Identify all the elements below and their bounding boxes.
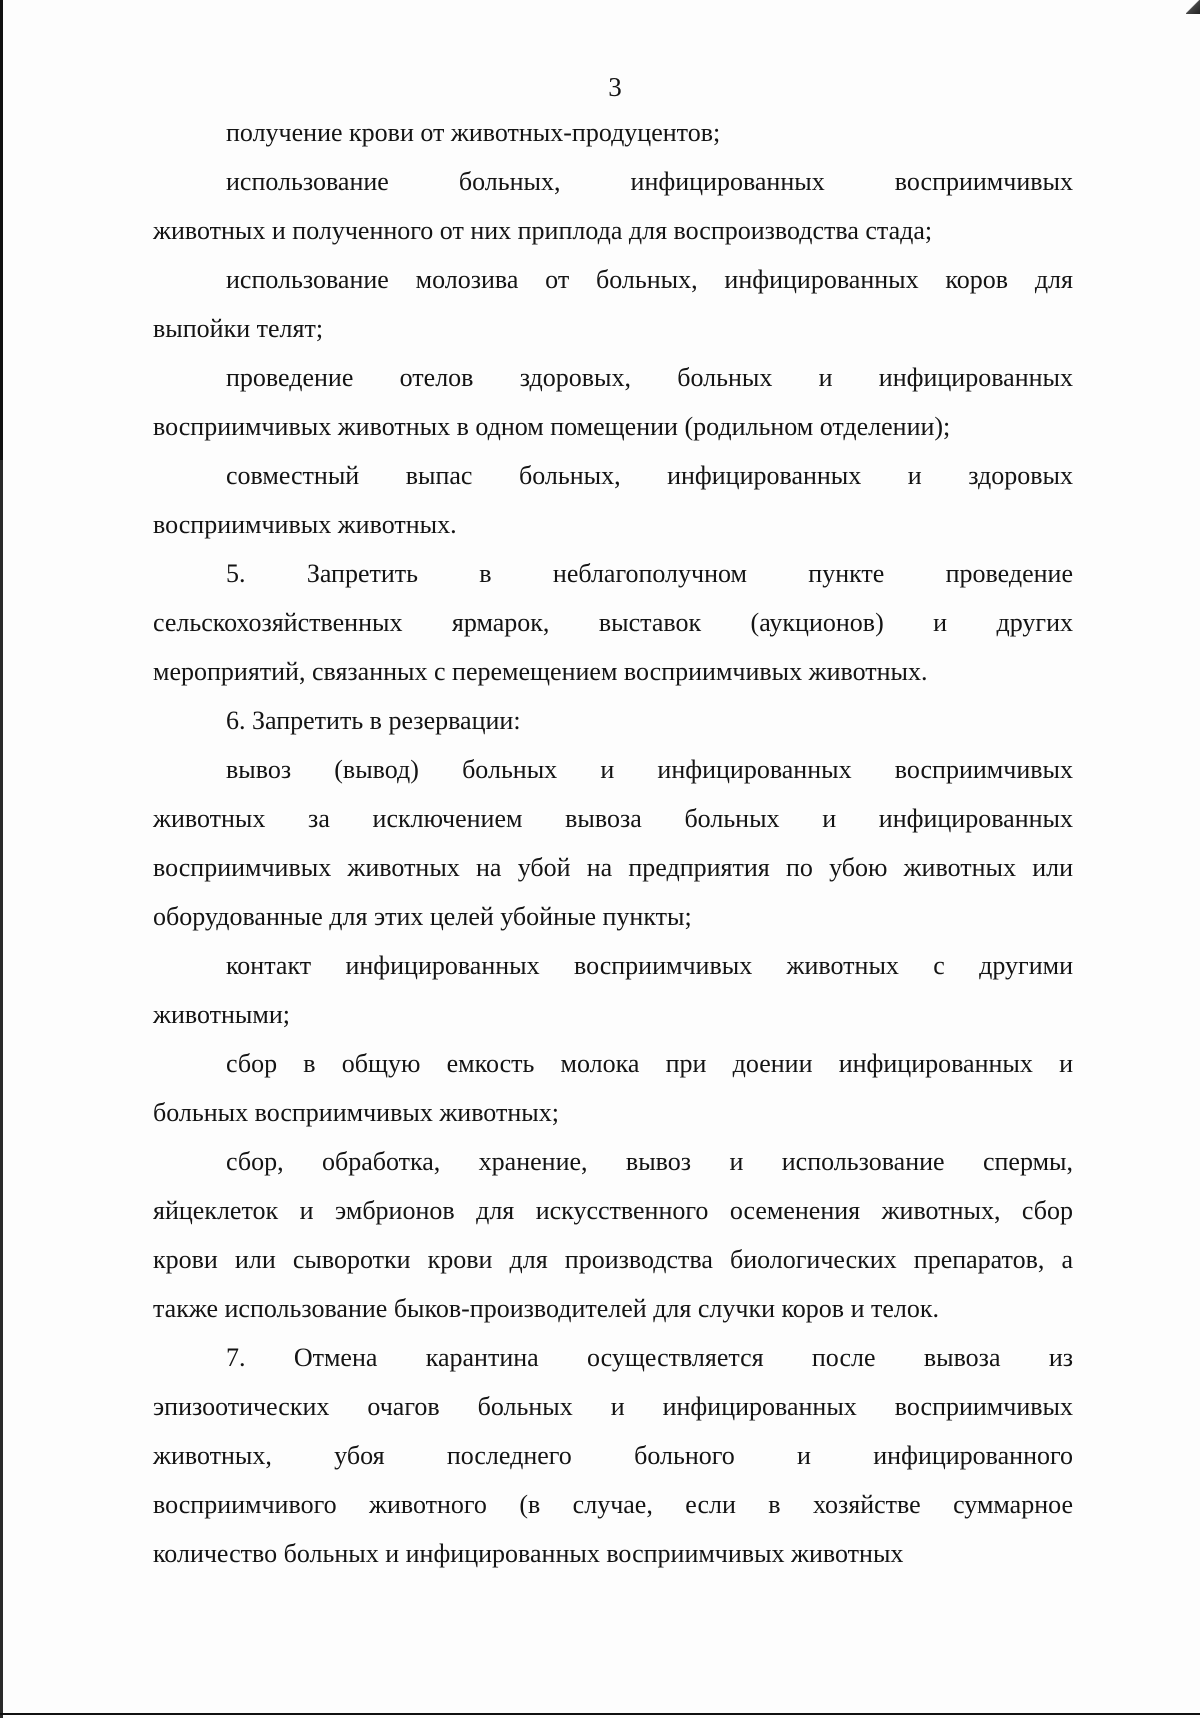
text-line: крови или сыворотки крови для производства биологических препаратов, а <box>153 1245 1073 1274</box>
text-line: 6. Запретить в резервации: <box>226 706 521 735</box>
text-line: животных за исключением вывоза больных и инфицированных <box>153 804 1073 833</box>
text-line: количество больных и инфицированных восприимчивых животных <box>153 1539 904 1568</box>
paragraph <box>153 549 1073 696</box>
paragraph <box>153 451 1073 549</box>
document-body <box>153 108 1073 1578</box>
paragraph <box>153 157 1073 255</box>
text-line: оборудованные для этих целей убойные пункты; <box>153 902 692 931</box>
paragraph <box>153 353 1073 451</box>
scan-corner-mark <box>1186 0 1200 14</box>
scan-left-edge-dark <box>0 0 3 460</box>
paragraph <box>153 255 1073 353</box>
text-line: восприимчивых животных на убой на предприятия по убою животных или <box>153 853 1073 882</box>
text-line: яйцеклеток и эмбрионов для искусственного осеменения животных, сбор <box>153 1196 1073 1225</box>
paragraph <box>153 1039 1073 1137</box>
paragraph <box>153 745 1073 941</box>
text-line: восприимчивых животных в одном помещении (родильном отделении); <box>153 412 951 441</box>
text-line: животных и полученного от них приплода для воспроизводства стада; <box>153 216 933 245</box>
text-line: сбор, обработка, хранение, вывоз и использование спермы, <box>226 1147 1073 1176</box>
text-line: получение крови от животных-продуцентов; <box>226 118 721 147</box>
text-line: вывоз (вывод) больных и инфицированных восприимчивых <box>226 755 1073 784</box>
text-line: использование молозива от больных, инфицированных коров для <box>226 265 1073 294</box>
text-line: 5. Запретить в неблагополучном пункте проведение <box>226 559 1073 588</box>
paragraph <box>153 941 1073 1039</box>
text-line: также использование быков-производителей для случки коров и телок. <box>153 1294 940 1323</box>
text-line: 7. Отмена карантина осуществляется после вывоза из <box>226 1343 1073 1372</box>
text-line: животных, убоя последнего больного и инфицированного <box>153 1441 1073 1470</box>
text-line: восприимчивых животных. <box>153 510 457 539</box>
text-line: больных восприимчивых животных; <box>153 1098 559 1127</box>
text-line: животными; <box>153 1000 290 1029</box>
text-line: использование больных, инфицированных восприимчивых <box>226 167 1073 196</box>
text-line: мероприятий, связанных с перемещением восприимчивых животных. <box>153 657 928 686</box>
paragraph <box>153 108 1073 157</box>
text-line: контакт инфицированных восприимчивых животных с другими <box>226 951 1073 980</box>
text-line: сбор в общую емкость молока при доении инфицированных и <box>226 1049 1073 1078</box>
paragraph <box>153 1137 1073 1333</box>
paragraph <box>153 1333 1073 1578</box>
text-line: сельскохозяйственных ярмарок, выставок (аукционов) и других <box>153 608 1073 637</box>
paragraph <box>153 696 1073 745</box>
text-line: проведение отелов здоровых, больных и инфицированных <box>226 363 1073 392</box>
text-line: восприимчивого животного (в случае, если в хозяйстве суммарное <box>153 1490 1073 1519</box>
scan-bottom-edge <box>0 1713 1200 1715</box>
text-line: выпойки телят; <box>153 314 324 343</box>
text-line: эпизоотических очагов больных и инфицированных восприимчивых <box>153 1392 1073 1421</box>
page-number: 3 <box>608 72 622 102</box>
text-line: совместный выпас больных, инфицированных и здоровых <box>226 461 1073 490</box>
